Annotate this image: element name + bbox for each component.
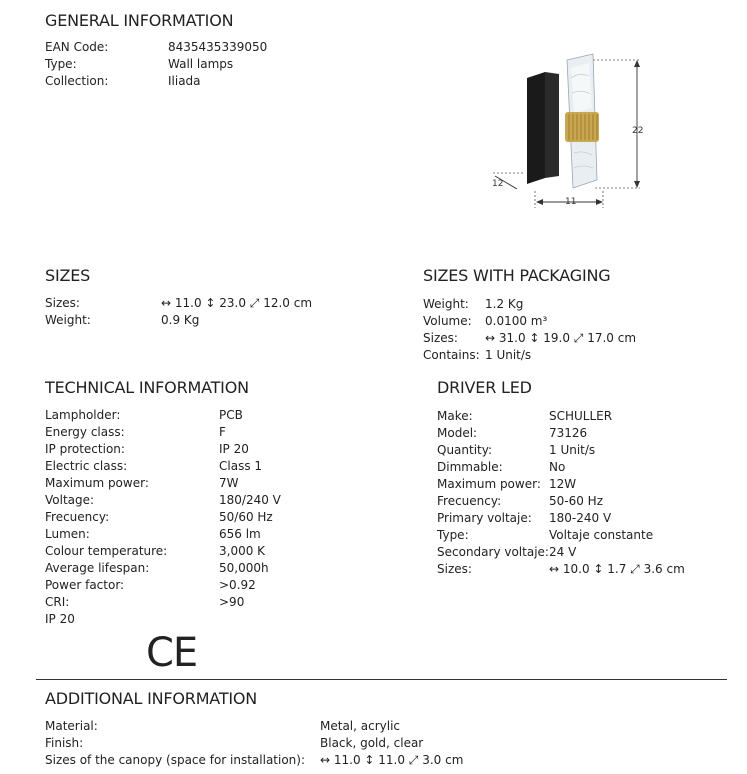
spec-row-label: Maximum power: bbox=[45, 476, 149, 490]
ce-mark-icon: CE bbox=[146, 630, 198, 676]
packaging-weight-label: Weight: bbox=[423, 297, 469, 311]
section-divider bbox=[36, 679, 727, 680]
spec-row-label: Primary voltaje: bbox=[437, 511, 532, 525]
spec-row-label: IP protection: bbox=[45, 442, 125, 456]
spec-row-value: F bbox=[219, 425, 226, 439]
packaging-weight-value: 1.2 Kg bbox=[485, 297, 524, 311]
canopy-sizes-value: ↔ 11.0 ↕ 11.0 ⤢ 3.0 cm bbox=[320, 753, 464, 767]
spec-row-value: ↔ 10.0 ↕ 1.7 ⤢ 3.6 cm bbox=[549, 562, 685, 576]
spec-row-label: CRI: bbox=[45, 595, 70, 609]
spec-row-value: PCB bbox=[219, 408, 243, 422]
packaging-sizes-value: ↔ 31.0 ↕ 19.0 ⤢ 17.0 cm bbox=[485, 331, 637, 345]
spec-row-value: No bbox=[549, 460, 566, 474]
spec-row-label: Make: bbox=[437, 409, 473, 423]
packaging-contains-value: 1 Unit/s bbox=[485, 348, 532, 362]
spec-row-label: Frecuency: bbox=[45, 510, 110, 524]
finish-label: Finish: bbox=[45, 736, 84, 750]
spec-row-label: Secondary voltaje: bbox=[437, 545, 549, 559]
dimension-width-label: 11 bbox=[565, 197, 577, 207]
spec-row-label: Quantity: bbox=[437, 443, 493, 457]
spec-row-label: Voltage: bbox=[45, 493, 95, 507]
sizes-label: Sizes: bbox=[45, 296, 80, 310]
spec-row-value: 50,000h bbox=[219, 561, 269, 575]
spec-row-label: Energy class: bbox=[45, 425, 125, 439]
spec-row-label: Lumen: bbox=[45, 527, 90, 541]
type-value: Wall lamps bbox=[168, 57, 234, 71]
spec-row-value: >0.92 bbox=[219, 578, 256, 592]
ean-code-label: EAN Code: bbox=[45, 40, 109, 54]
spec-row-value: 7W bbox=[219, 476, 239, 490]
type-label: Type: bbox=[45, 57, 77, 71]
canopy-sizes-label: Sizes of the canopy (space for installation): bbox=[45, 753, 306, 767]
material-label: Material: bbox=[45, 719, 98, 733]
spec-row-label: Electric class: bbox=[45, 459, 128, 473]
spec-row-value: 50-60 Hz bbox=[549, 494, 604, 508]
spec-row-value: 180/240 V bbox=[219, 493, 281, 507]
spec-row-value: IP 20 bbox=[219, 442, 249, 456]
finish-value: Black, gold, clear bbox=[320, 736, 424, 750]
spec-row-value: >90 bbox=[219, 595, 245, 609]
spec-row-label: Frecuency: bbox=[437, 494, 502, 508]
spec-row-value: 1 Unit/s bbox=[549, 443, 596, 457]
spec-row-value: 73126 bbox=[549, 426, 588, 440]
wall-lamp-drawing-icon bbox=[485, 48, 655, 210]
technical-information-heading: TECHNICAL INFORMATION bbox=[45, 378, 249, 397]
driver-led-heading: DRIVER LED bbox=[437, 378, 532, 397]
collection-label: Collection: bbox=[45, 74, 109, 88]
general-information-heading: GENERAL INFORMATION bbox=[45, 11, 234, 30]
spec-row-value: SCHULLER bbox=[549, 409, 613, 423]
spec-row-value: Class 1 bbox=[219, 459, 263, 473]
spec-row-label: Dimmable: bbox=[437, 460, 503, 474]
spec-row-value: 24 V bbox=[549, 545, 577, 559]
material-value: Metal, acrylic bbox=[320, 719, 401, 733]
spec-row-value: 50/60 Hz bbox=[219, 510, 273, 524]
spec-row-label: Type: bbox=[437, 528, 469, 542]
additional-information-heading: ADDITIONAL INFORMATION bbox=[45, 689, 258, 708]
packaging-volume-value: 0.0100 m³ bbox=[485, 314, 548, 328]
sizes-packaging-heading: SIZES WITH PACKAGING bbox=[423, 266, 611, 285]
spec-row-value: Voltaje constante bbox=[549, 528, 654, 542]
weight-value: 0.9 Kg bbox=[161, 313, 200, 327]
ean-code-value: 8435435339050 bbox=[168, 40, 268, 54]
ip-rating-note: IP 20 bbox=[45, 612, 75, 626]
sizes-heading: SIZES bbox=[45, 266, 91, 285]
spec-row-value: 180-240 V bbox=[549, 511, 612, 525]
collection-value: Iliada bbox=[168, 74, 201, 88]
sizes-value: ↔ 11.0 ↕ 23.0 ⤢ 12.0 cm bbox=[161, 296, 313, 310]
packaging-contains-label: Contains: bbox=[423, 348, 480, 362]
packaging-sizes-label: Sizes: bbox=[423, 331, 458, 345]
spec-row-value: 3,000 K bbox=[219, 544, 266, 558]
spec-row-label: Sizes: bbox=[437, 562, 472, 576]
spec-row-label: Model: bbox=[437, 426, 478, 440]
packaging-volume-label: Volume: bbox=[423, 314, 472, 328]
spec-row-label: Colour temperature: bbox=[45, 544, 168, 558]
spec-row-label: Maximum power: bbox=[437, 477, 541, 491]
spec-row-value: 12W bbox=[549, 477, 577, 491]
spec-row-label: Lampholder: bbox=[45, 408, 121, 422]
spec-row-label: Average lifespan: bbox=[45, 561, 150, 575]
dimension-height-label: 22 bbox=[632, 126, 644, 136]
weight-label: Weight: bbox=[45, 313, 91, 327]
spec-row-label: Power factor: bbox=[45, 578, 125, 592]
spec-row-value: 656 lm bbox=[219, 527, 261, 541]
dimension-depth-label: 12 bbox=[492, 179, 504, 189]
